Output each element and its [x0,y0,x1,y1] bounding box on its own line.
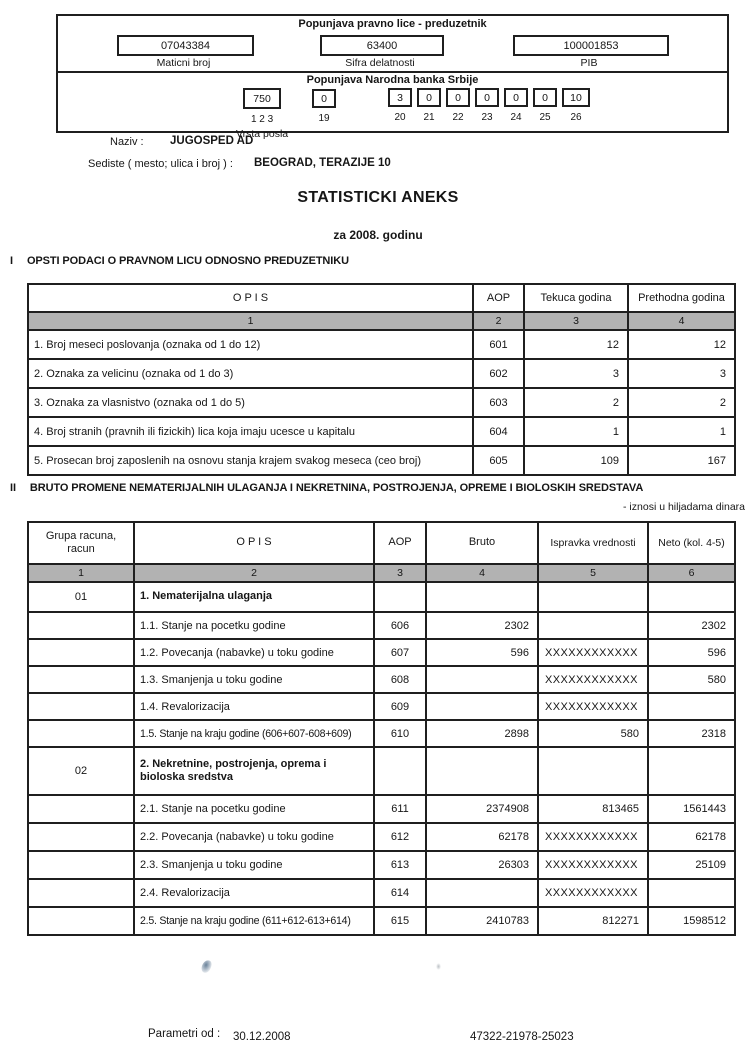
cell-grupa [28,639,134,666]
cell-bruto: 2374908 [426,795,538,823]
cell-opis: 5. Prosecan broj zaposlenih na osnovu stanja krajem svakog meseca (ceo broj) [28,446,473,475]
colnum: 6 [648,564,735,582]
code-box-unit [475,88,499,123]
cell-ispravka: XXXXXXXXXXXX [538,851,648,879]
code-box-position: 26 [570,112,582,123]
cell-ispravka: XXXXXXXXXXXX [538,879,648,907]
code-boxes-group [388,88,590,123]
header-bruto: Bruto [426,522,538,564]
sediste-value: BEOGRAD, TERAZIJE 10 [254,157,391,169]
table-row [28,666,735,693]
group-row [28,747,735,795]
scan-fleck [436,963,441,970]
entity-fill-label: Popunjava pravno lice - preduzetnik [298,18,487,30]
cell-aop: 612 [374,823,426,851]
code-box: 0 [504,88,528,107]
cell-grupa: 02 [28,747,134,795]
sifra-delatnosti-field: 63400 [320,35,444,56]
cell-neto [648,582,735,612]
colnum: 1 [28,312,473,330]
box-19: 0 [312,89,336,108]
cell-grupa [28,907,134,935]
cell-aop: 606 [374,612,426,639]
colnum: 3 [524,312,628,330]
header-ispravka: Ispravka vrednosti [538,522,648,564]
maticni-broj-label: Maticni broj [156,57,211,69]
cell-aop: 602 [473,359,524,388]
cell-neto: 596 [648,639,735,666]
header-divider [57,71,728,73]
cell-neto: 1598512 [648,907,735,935]
header-aop: AOP [374,522,426,564]
cell-aop: 601 [473,330,524,359]
form-subtitle: za 2008. godinu [333,228,423,242]
cell-aop: 603 [473,388,524,417]
column-number-row [28,564,735,582]
cell-grupa [28,795,134,823]
cell-neto: 580 [648,666,735,693]
cell-bruto [426,666,538,693]
cell-aop: 607 [374,639,426,666]
box-19-group [312,89,336,124]
cell-opis: 2.4. Revalorizacija [134,879,374,907]
cell-tekuca: 2 [524,388,628,417]
section2-title: BRUTO PROMENE NEMATERIJALNIH ULAGANJA I NEKRETNINA, POSTROJENJA, OPREME I BIOLOSKIH SREDSTAVA [29,482,644,494]
vrsta-posla-box: 750 [243,88,281,109]
code-box: 0 [475,88,499,107]
colnum: 4 [426,564,538,582]
cell-opis: 2. Oznaka za velicinu (oznaka od 1 do 3) [28,359,473,388]
cell-opis: 1. Nematerijalna ulaganja [134,582,374,612]
header-opis: O P I S [28,284,473,312]
cell-opis: 2.2. Povecanja (nabavke) u toku godine [134,823,374,851]
colnum: 2 [473,312,524,330]
amounts-note: - iznosi u hiljadama dinara [623,501,745,513]
section1-table [27,283,736,476]
cell-ispravka: 812271 [538,907,648,935]
cell-ispravka: XXXXXXXXXXXX [538,666,648,693]
header-neto: Neto (kol. 4-5) [648,522,735,564]
cell-neto: 1561443 [648,795,735,823]
cell-ispravka: 813465 [538,795,648,823]
pib-field: 100001853 [513,35,669,56]
vrsta-posla-group [236,88,288,140]
table-row [28,720,735,747]
cell-aop [374,582,426,612]
table-row [28,388,735,417]
form-title: STATISTICKI ANEKS [297,189,459,206]
header-prethodna: Prethodna godina [628,284,735,312]
code-box: 10 [562,88,590,107]
cell-ispravka [538,612,648,639]
code-box-position: 24 [510,112,522,123]
cell-aop: 610 [374,720,426,747]
cell-opis: 1.3. Smanjenja u toku godine [134,666,374,693]
cell-opis: 2.3. Smanjenja u toku godine [134,851,374,879]
cell-opis: 1.2. Povecanja (nabavke) u toku godine [134,639,374,666]
code-box-unit [562,88,590,123]
code-box-position: 21 [423,112,435,123]
cell-prethodna: 1 [628,417,735,446]
cell-grupa: 01 [28,582,134,612]
parametri-label: Parametri od : [148,1028,221,1040]
cell-ispravka [538,582,648,612]
colnum: 4 [628,312,735,330]
cell-neto: 2318 [648,720,735,747]
column-number-row [28,312,735,330]
cell-tekuca: 109 [524,446,628,475]
table-row [28,612,735,639]
section1-heading [10,255,349,267]
cell-bruto: 596 [426,639,538,666]
cell-neto: 25109 [648,851,735,879]
header-opis: O P I S [134,522,374,564]
cell-neto [648,747,735,795]
cell-grupa [28,851,134,879]
code-box: 3 [388,88,412,107]
table-row [28,879,735,907]
table-row [28,907,735,935]
code-box: 0 [446,88,470,107]
cell-aop: 605 [473,446,524,475]
box-19-position: 19 [318,113,330,124]
cell-grupa [28,693,134,720]
table-row [28,795,735,823]
cell-grupa [28,823,134,851]
cell-opis: 1.5. Stanje na kraju godine (606+607-608+609) [134,720,374,747]
cell-aop: 614 [374,879,426,907]
section2-table [27,521,736,936]
cell-prethodna: 167 [628,446,735,475]
cell-neto: 62178 [648,823,735,851]
cell-aop: 604 [473,417,524,446]
section2-heading [10,482,643,494]
vrsta-posla-label: Vrsta posla [236,128,289,140]
cell-bruto [426,582,538,612]
header-aop: AOP [473,284,524,312]
cell-opis: 1.1. Stanje na pocetku godine [134,612,374,639]
table-row [28,446,735,475]
code-box-unit [388,88,412,123]
code-box-position: 22 [452,112,464,123]
cell-bruto: 2302 [426,612,538,639]
naziv-label: Naziv : [110,136,144,148]
cell-opis: 3. Oznaka za vlasnistvo (oznaka od 1 do 5) [28,388,473,417]
code-box: 0 [533,88,557,107]
vrsta-posla-positions: 1 2 3 [250,114,274,125]
header-tekuca: Tekuca godina [524,284,628,312]
naziv-value: JUGOSPED AD [170,135,254,147]
code-box-unit [417,88,441,123]
code-box-position: 23 [481,112,493,123]
table-row [28,639,735,666]
cell-grupa [28,720,134,747]
colnum: 1 [28,564,134,582]
header-grupa: Grupa racuna, racun [28,522,134,564]
header-box [56,14,729,140]
cell-grupa [28,612,134,639]
cell-ispravka: XXXXXXXXXXXX [538,823,648,851]
cell-prethodna: 12 [628,330,735,359]
code-box-unit [504,88,528,123]
cell-ispravka: XXXXXXXXXXXX [538,693,648,720]
section1-title: OPSTI PODACI O PRAVNOM LICU ODNOSNO PREDUZETNIKU [26,255,349,267]
cell-prethodna: 2 [628,388,735,417]
section2-number: II [10,482,16,494]
cell-bruto [426,693,538,720]
code-box-position: 25 [539,112,551,123]
cell-aop [374,747,426,795]
cell-bruto: 62178 [426,823,538,851]
code-box-position: 20 [394,112,406,123]
cell-tekuca: 1 [524,417,628,446]
sediste-label: Sediste ( mesto; ulica i broj ) : [88,158,233,170]
cell-opis: 2.1. Stanje na pocetku godine [134,795,374,823]
cell-ispravka: XXXXXXXXXXXX [538,639,648,666]
table-row [28,330,735,359]
table-header-row [28,522,735,564]
cell-opis: 1.4. Revalorizacija [134,693,374,720]
section1-number: I [10,255,13,267]
document-code: 47322-21978-25023 [470,1031,574,1043]
ink-smudge [200,959,213,974]
cell-opis: 2.5. Stanje na kraju godine (611+612-613+614) [134,907,374,935]
cell-aop: 608 [374,666,426,693]
table-row [28,823,735,851]
code-box-unit [446,88,470,123]
sifra-delatnosti-label: Sifra delatnosti [345,57,415,69]
cell-grupa [28,666,134,693]
colnum: 3 [374,564,426,582]
table-row [28,359,735,388]
maticni-broj-field: 07043384 [117,35,254,56]
cell-neto [648,879,735,907]
cell-opis: 1. Broj meseci poslovanja (oznaka od 1 do 12) [28,330,473,359]
cell-prethodna: 3 [628,359,735,388]
code-box: 0 [417,88,441,107]
cell-aop: 615 [374,907,426,935]
cell-opis: 2. Nekretnine, postrojenja, oprema i bioloska sredstva [134,747,374,795]
table-row [28,417,735,446]
cell-ispravka [538,747,648,795]
cell-bruto [426,879,538,907]
parametri-date: 30.12.2008 [233,1031,291,1043]
table-row [28,693,735,720]
code-box-unit [533,88,557,123]
table-header-row [28,284,735,312]
cell-tekuca: 3 [524,359,628,388]
cell-opis: 4. Broj stranih (pravnih ili fizickih) lica koja imaju ucesce u kapitalu [28,417,473,446]
bank-fill-label: Popunjava Narodna banka Srbije [306,74,479,86]
cell-aop: 613 [374,851,426,879]
table-row [28,851,735,879]
cell-aop: 609 [374,693,426,720]
cell-bruto: 26303 [426,851,538,879]
cell-bruto [426,747,538,795]
cell-neto [648,693,735,720]
cell-tekuca: 12 [524,330,628,359]
colnum: 2 [134,564,374,582]
cell-aop: 611 [374,795,426,823]
pib-label: PIB [580,57,598,69]
cell-bruto: 2410783 [426,907,538,935]
cell-grupa [28,879,134,907]
cell-ispravka: 580 [538,720,648,747]
cell-bruto: 2898 [426,720,538,747]
colnum: 5 [538,564,648,582]
group-row [28,582,735,612]
cell-neto: 2302 [648,612,735,639]
